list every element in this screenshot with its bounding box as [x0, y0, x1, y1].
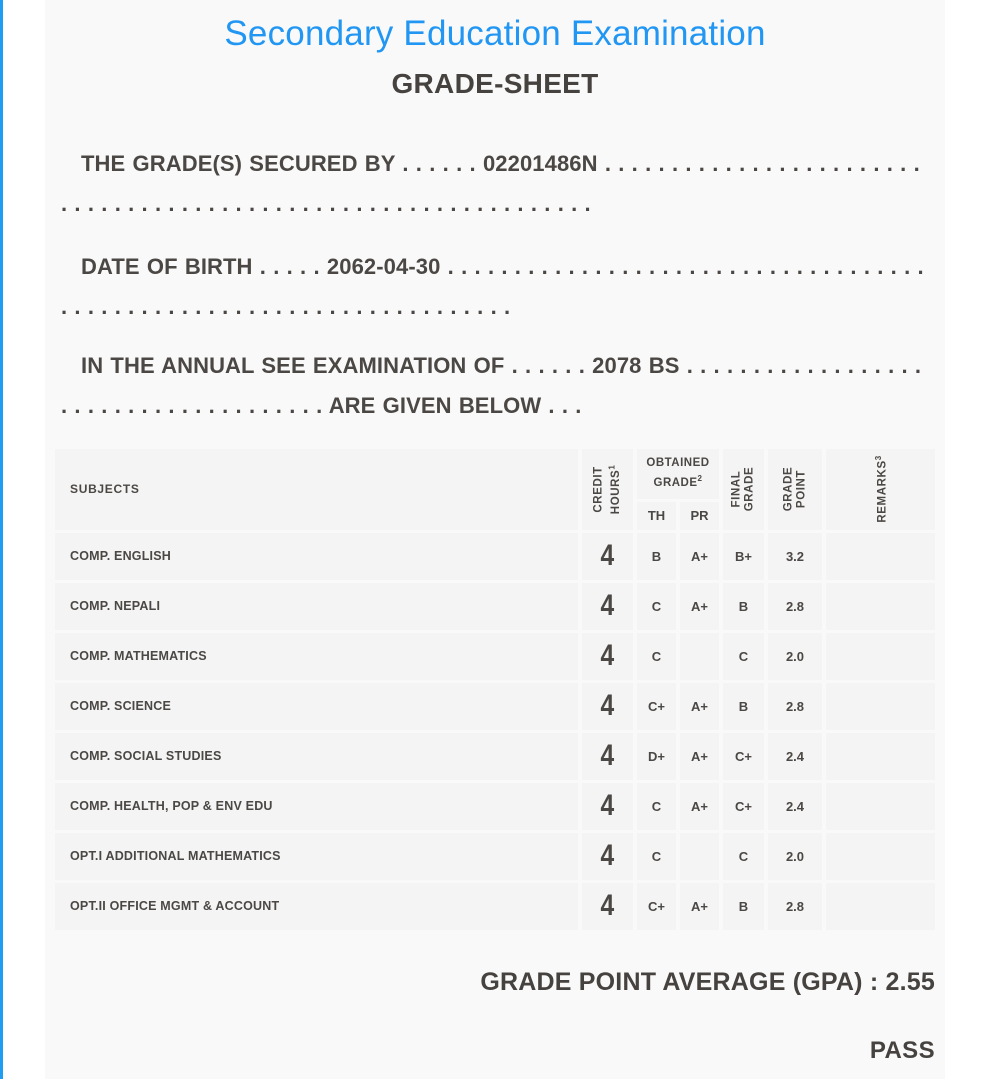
- final-grade-cell: C: [723, 833, 764, 880]
- subject-cell: COMP. HEALTH, POP & ENV EDU: [55, 783, 578, 830]
- table-row: [55, 533, 935, 580]
- table-row: [55, 733, 935, 780]
- grade-point-cell: 2.8: [768, 883, 822, 930]
- gpa-label: GRADE POINT AVERAGE (GPA) :: [480, 967, 879, 996]
- pr-grade-cell: A+: [680, 583, 719, 630]
- pr-grade-cell: A+: [680, 783, 719, 830]
- th-grade-cell: C: [637, 583, 676, 630]
- pr-grade-cell: A+: [680, 733, 719, 780]
- pr-grade-cell: A+: [680, 883, 719, 930]
- th-grade-cell: C+: [637, 883, 676, 930]
- credit-hours-cell: 4: [582, 883, 633, 930]
- final-grade-header: FINAL GRADE: [723, 449, 764, 530]
- exam-label: IN THE ANNUAL SEE EXAMINATION OF: [81, 353, 505, 379]
- remarks-cell: [826, 633, 935, 680]
- pr-grade-cell: [680, 633, 719, 680]
- pr-grade-cell: A+: [680, 533, 719, 580]
- remarks-header: REMARKS$^3$: [826, 449, 935, 530]
- statement-secured-by: [61, 144, 929, 223]
- table-body: [55, 533, 935, 930]
- dob-label: DATE OF BIRTH: [81, 254, 253, 280]
- th-grade-cell: C+: [637, 683, 676, 730]
- credit-hours-cell: 4: [582, 683, 633, 730]
- credit-hours-cell: 4: [582, 783, 633, 830]
- pr-column-header: PR: [680, 502, 719, 530]
- final-grade-cell: B: [723, 583, 764, 630]
- footnote-1-marker: 1: [607, 464, 617, 470]
- subjects-header: SUBJECTS: [55, 449, 578, 530]
- credit-hours-cell: 4: [582, 733, 633, 780]
- table-row: [55, 783, 935, 830]
- grade-point-cell: 2.8: [768, 583, 822, 630]
- grade-point-header: GRADE POINT: [768, 449, 822, 530]
- pr-grade-cell: [680, 833, 719, 880]
- remarks-cell: [826, 583, 935, 630]
- dotted-line: . . . . .: [259, 254, 320, 280]
- remarks-cell: [826, 833, 935, 880]
- credit-hours-header: CREDIT HOURS$^1$: [582, 449, 633, 530]
- statement-date-of-birth: [61, 247, 929, 326]
- table-row: [55, 583, 935, 630]
- grade-point-cell: 2.0: [768, 633, 822, 680]
- subject-cell: COMP. SCIENCE: [55, 683, 578, 730]
- th-grade-cell: D+: [637, 733, 676, 780]
- footnote-2-marker: 2: [697, 474, 703, 484]
- subject-cell: OPT.II OFFICE MGMT & ACCOUNT: [55, 883, 578, 930]
- subject-cell: COMP. SOCIAL STUDIES: [55, 733, 578, 780]
- subject-cell: COMP. ENGLISH: [55, 533, 578, 580]
- grades-table: [55, 449, 935, 930]
- grade-point-cell: 2.0: [768, 833, 822, 880]
- th-grade-cell: B: [637, 533, 676, 580]
- dotted-line: . . . . . . . . . . . . . . . . . . . . . . . . . . . . . . . . . . . . . . . . . . . . . . . . . . . . . . . . . . . . . . . .: [61, 151, 920, 216]
- gpa-line: [55, 968, 935, 997]
- footnote-3-marker: 3: [873, 455, 883, 461]
- final-grade-cell: C: [723, 633, 764, 680]
- final-grade-cell: B+: [723, 533, 764, 580]
- subject-cell: COMP. MATHEMATICS: [55, 633, 578, 680]
- remarks-cell: [826, 733, 935, 780]
- final-grade-cell: B: [723, 683, 764, 730]
- credit-hours-cell: 4: [582, 583, 633, 630]
- credit-hours-cell: 4: [582, 533, 633, 580]
- secured-by-label: THE GRADE(S) SECURED BY: [81, 151, 396, 176]
- subject-cell: OPT.I ADDITIONAL MATHEMATICS: [55, 833, 578, 880]
- grade-point-cell: 2.8: [768, 683, 822, 730]
- exam-year-value: 2078 BS: [592, 353, 680, 379]
- dotted-line: . . . . . .: [402, 151, 476, 176]
- table-row: [55, 833, 935, 880]
- obtained-grade-header: OBTAINED GRADE$^2$: [637, 449, 719, 499]
- th-grade-cell: C: [637, 783, 676, 830]
- table-row: [55, 683, 935, 730]
- dotted-line: . . . . . . . . . . . . . . . . . . . . . . . . . . . . . . . . . . . . . . . . . . . . . . . . . . . . . . . . . . . . . . . . . . . . . .: [61, 254, 924, 319]
- grade-point-cell: 2.4: [768, 783, 822, 830]
- grade-sheet-page: [45, 0, 945, 1079]
- grade-point-cell: 2.4: [768, 733, 822, 780]
- remarks-cell: [826, 533, 935, 580]
- obtained-grade-header-group: [637, 449, 719, 530]
- dob-value: 2062-04-30: [326, 254, 441, 280]
- dotted-line: . . . . . . . . . . . . . . . . . . . . . . . . . . . . . . . . . . . . . .: [61, 353, 922, 418]
- final-grade-cell: C+: [723, 733, 764, 780]
- remarks-cell: [826, 783, 935, 830]
- result-status: PASS: [869, 1036, 935, 1064]
- credit-hours-cell: 4: [582, 633, 633, 680]
- symbol-number-value: 02201486N: [482, 151, 598, 176]
- pr-grade-cell: A+: [680, 683, 719, 730]
- table-row: [55, 633, 935, 680]
- table-row: [55, 883, 935, 930]
- statement-exam-year: [61, 346, 929, 425]
- final-grade-cell: C+: [723, 783, 764, 830]
- remarks-cell: [826, 883, 935, 930]
- page-title: Secondary Education Examination: [224, 14, 766, 53]
- gpa-value: 2.55: [885, 967, 935, 996]
- subject-cell: COMP. NEPALI: [55, 583, 578, 630]
- th-column-header: TH: [637, 502, 676, 530]
- dotted-line: . . . . . .: [511, 353, 585, 379]
- page-subtitle: GRADE-SHEET: [391, 68, 599, 99]
- th-grade-cell: C: [637, 633, 676, 680]
- given-below-label: ARE GIVEN BELOW . . .: [328, 392, 582, 418]
- credit-hours-cell: 4: [582, 833, 633, 880]
- th-grade-cell: C: [637, 833, 676, 880]
- grade-point-cell: 3.2: [768, 533, 822, 580]
- left-accent-bar: [0, 0, 3, 1079]
- remarks-cell: [826, 683, 935, 730]
- final-grade-cell: B: [723, 883, 764, 930]
- table-header-row: [55, 449, 935, 530]
